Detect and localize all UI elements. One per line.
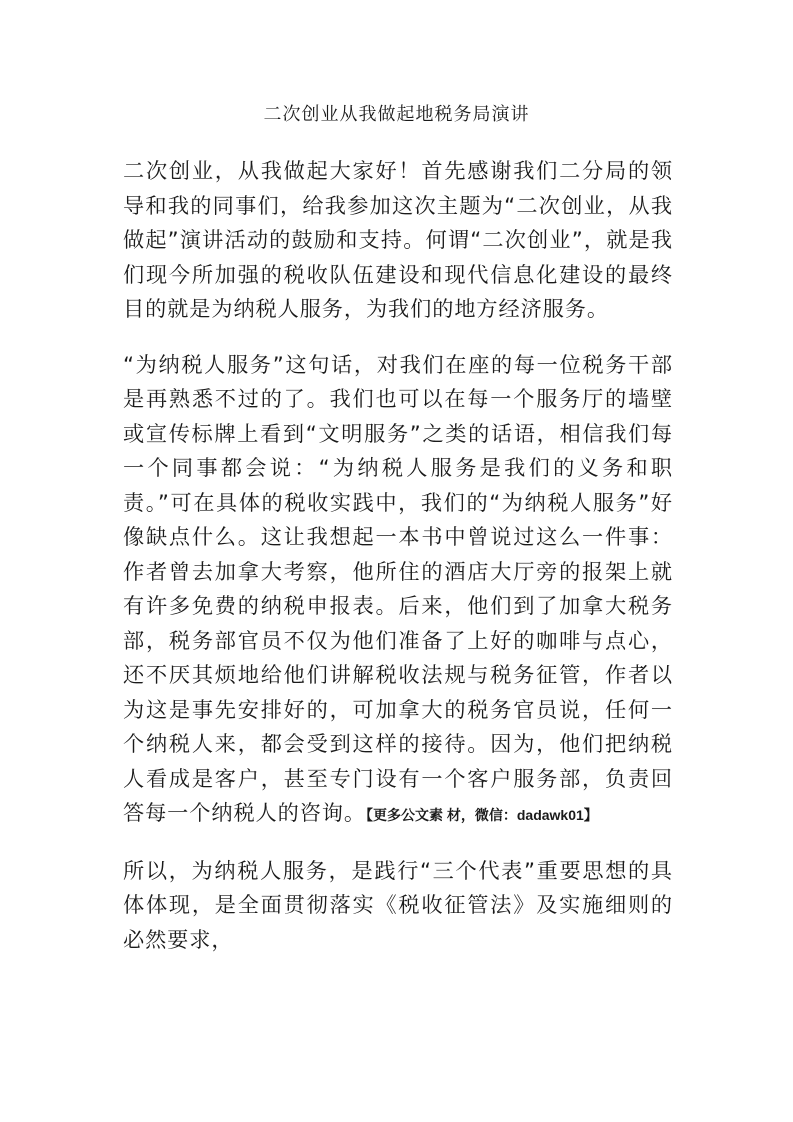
paragraph-conclusion: 所以，为纳税人服务，是践行“三个代表”重要思想的具体体现，是全面贯彻落实《税收征管法》及实施细则的必然要求， — [123, 857, 673, 952]
promo-note: 【更多公文素 材，微信：dadawk01】 — [365, 807, 598, 823]
paragraph-service — [123, 348, 673, 833]
document-title: 二次创业从我做起地税务局演讲 — [263, 104, 530, 125]
document-body — [123, 154, 673, 978]
paragraph-service-text: “为纳税人服务”这句话，对我们在座的每一位税务干部是再熟悉不过的了。我们也可以在每一个服务厅的墙壁或宣传标牌上看到“文明服务”之类的话语，相信我们每一个同事都会说：“为纳税人服务是我们的义务和职责。”可在具体的税收实践中，我们的“为纳税人服务”好像缺点什么。这让我想起一本书中曾说过这么一件事：作者曾去加拿大考察，他所住的酒店大厅旁的报架上就有许多免费的纳税申报表。后来，他们到了加拿大税务部，税务部官员不仅为他们准备了上好的咖啡与点心，还不厌其烦地给他们讲解税收法规与税务征管，作者以为这是事先安排好的，可加拿大的税务官员说，任何一个纳税人来，都会受到这样的接待。因为，他们把纳税人看成是客户，甚至专门设有一个客户服务部，负责回答每一个纳税人的咨询。 — [123, 351, 673, 825]
paragraph-intro: 二次创业，从我做起大家好！首先感谢我们二分局的领导和我的同事们，给我参加这次主题为“二次创业，从我做起”演讲活动的鼓励和支持。何谓“二次创业”，就是我们现今所加强的税收队伍建设和现代信息化建设的最终目的就是为纳税人服务，为我们的地方经济服务。 — [123, 158, 673, 321]
